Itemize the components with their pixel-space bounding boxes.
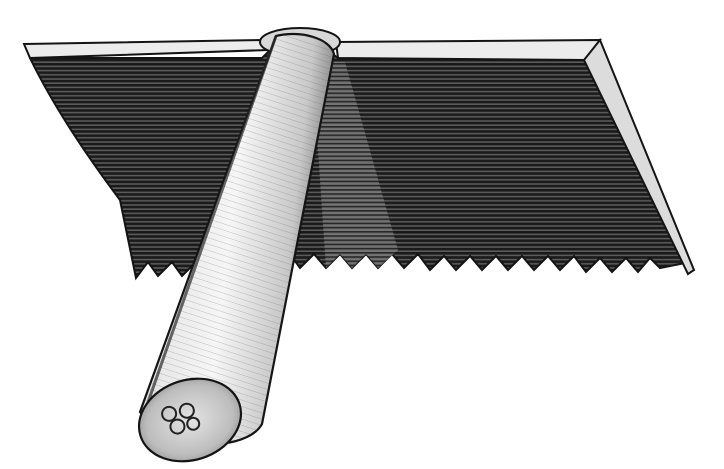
blade-spine: [24, 40, 268, 58]
blade-spine-right: [336, 40, 600, 60]
saw-blade: [24, 28, 694, 278]
